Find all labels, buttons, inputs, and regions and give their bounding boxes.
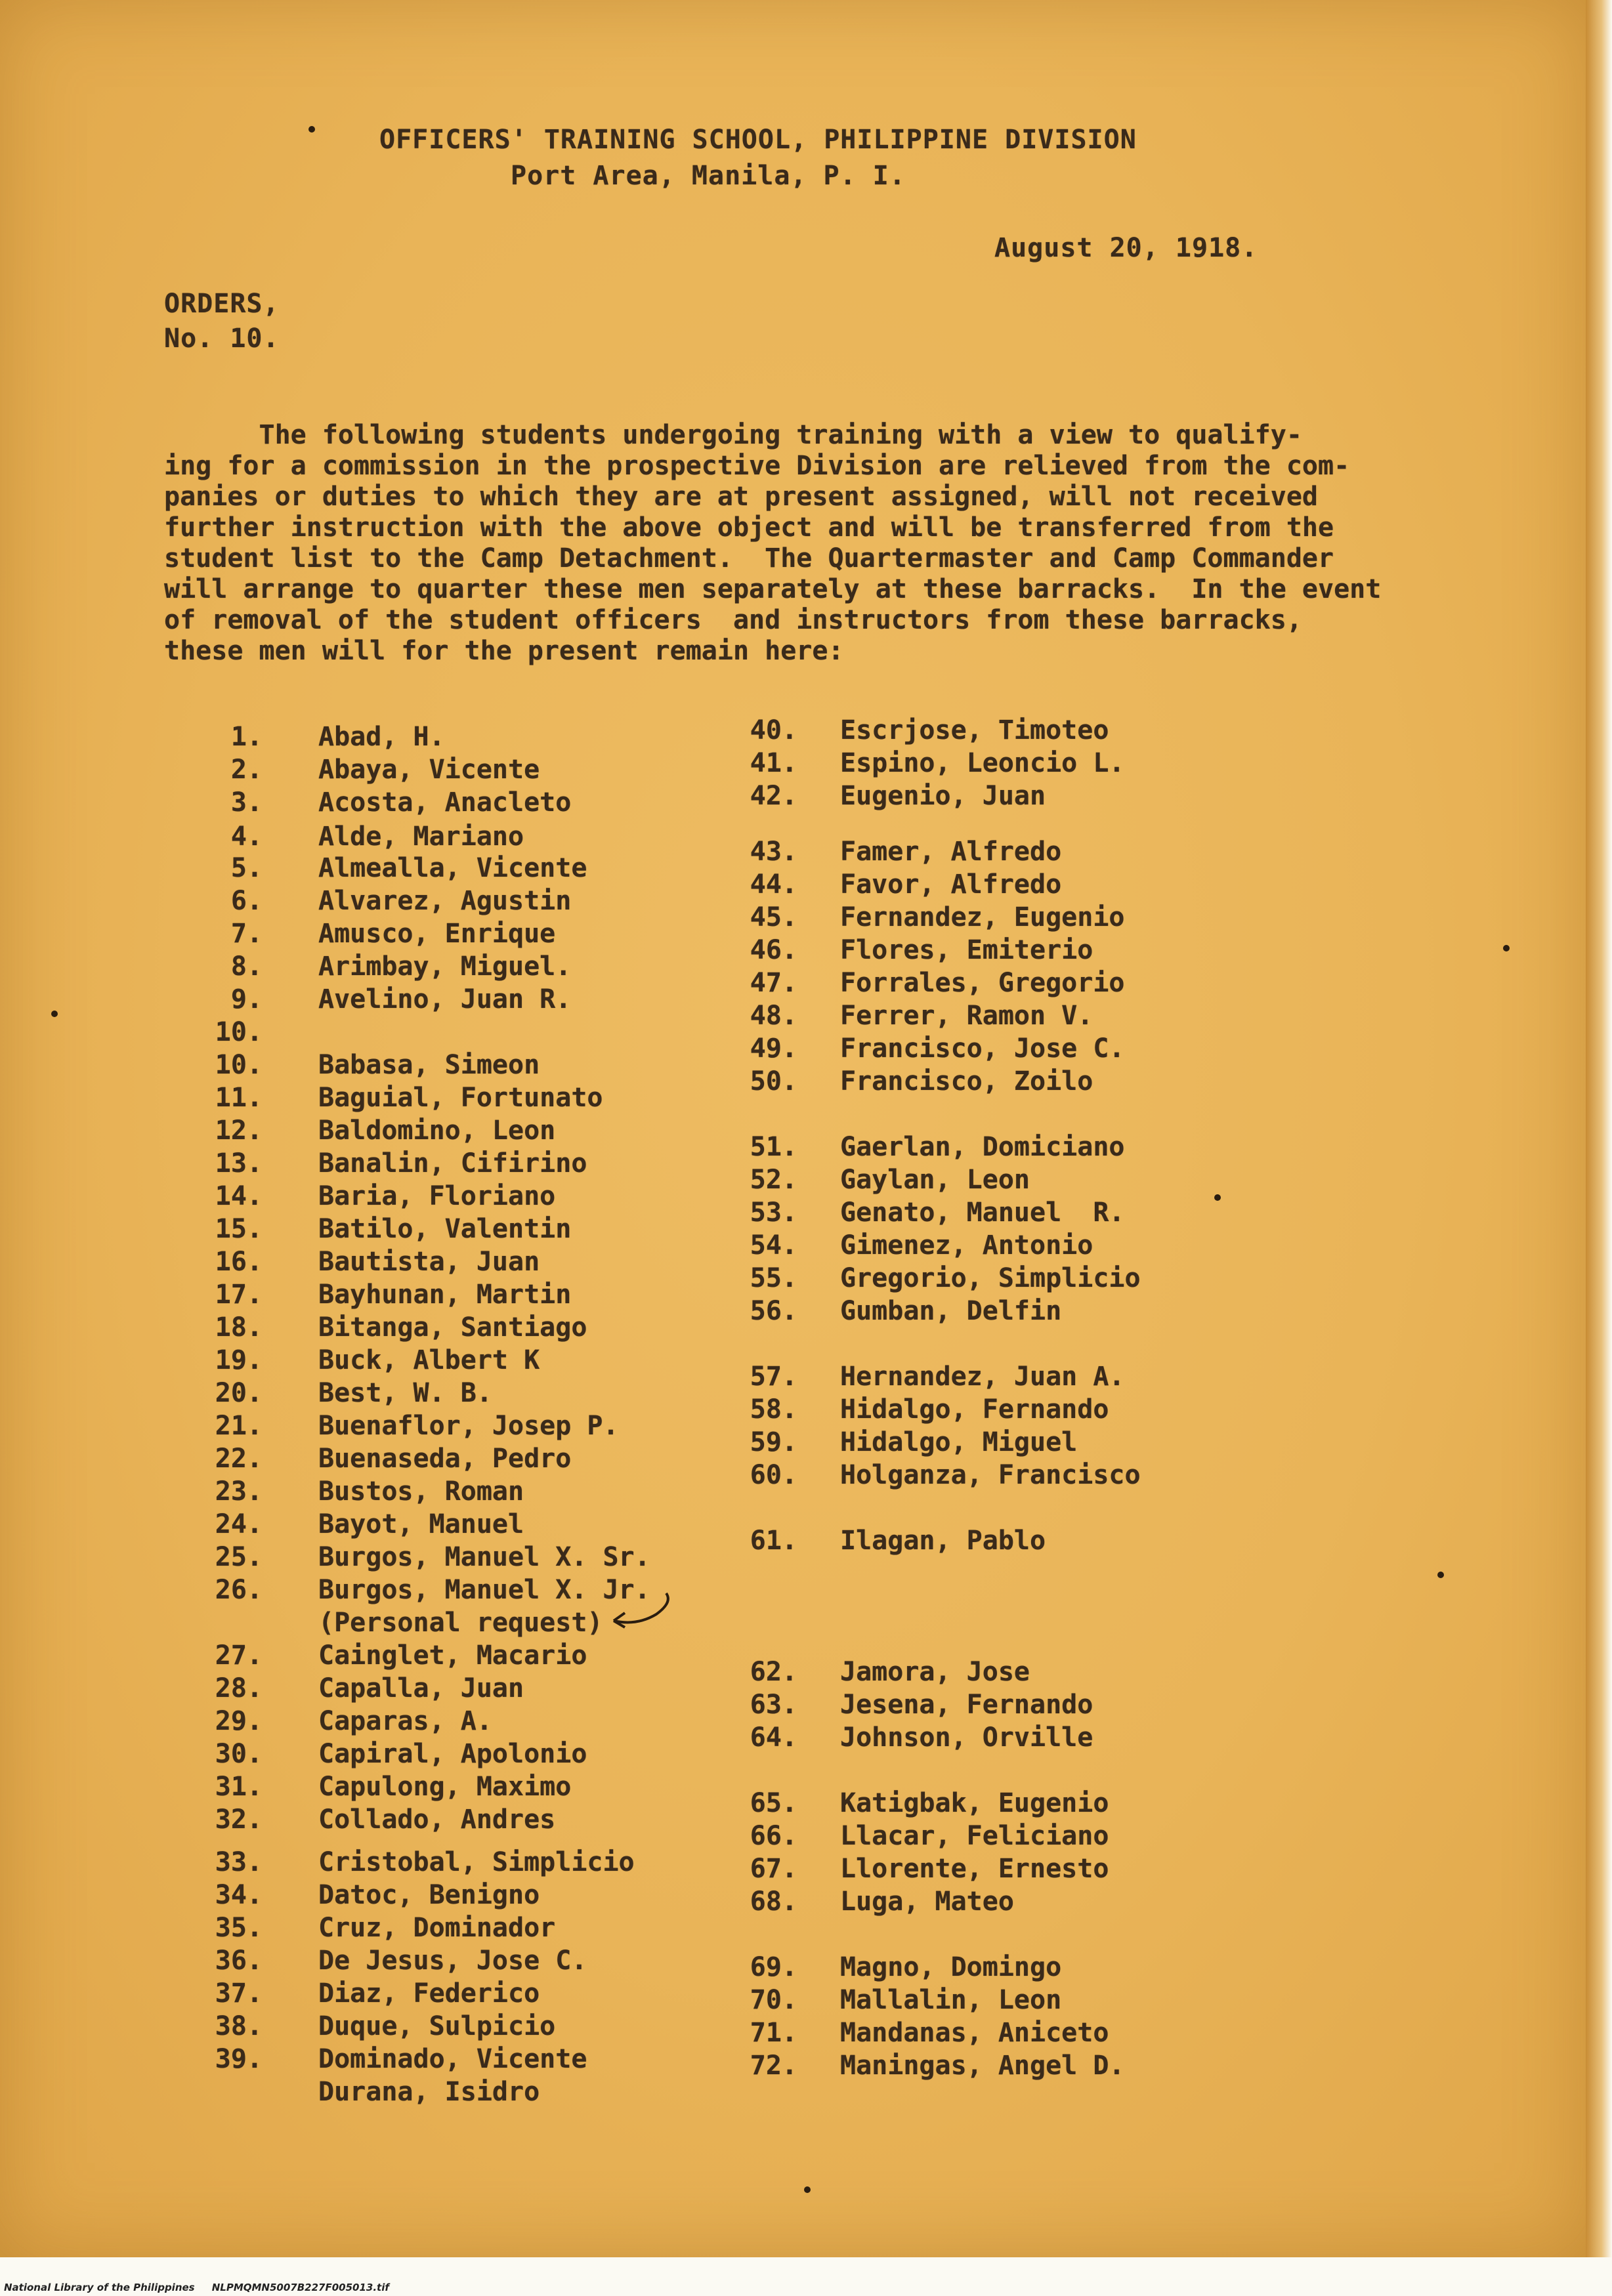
student-name: Babasa, Simeon [318, 1050, 540, 1080]
student-name: Gimenez, Antonio [840, 1230, 1093, 1261]
entry-number: 66. [750, 1821, 797, 1851]
entry-number: 63. [750, 1690, 797, 1720]
entry-number: 49. [750, 1033, 797, 1064]
entry-number: 23. [215, 1476, 263, 1507]
student-name: Diaz, Federico [318, 1978, 540, 2009]
student-name: Capulong, Maximo [318, 1772, 572, 1802]
student-name: Forrales, Gregorio [840, 968, 1125, 998]
entry-number: 59. [750, 1427, 797, 1457]
student-name: Almealla, Vicente [318, 853, 587, 883]
student-name: Buenaseda, Pedro [318, 1444, 572, 1474]
student-name: (Personal request) [318, 1608, 603, 1638]
entry-number: 69. [750, 1952, 797, 1982]
student-name: Gregorio, Simplicio [840, 1263, 1141, 1293]
student-name: Gaerlan, Domiciano [840, 1132, 1125, 1162]
entry-number: 46. [750, 935, 797, 965]
archive-footer: National Library of the Philippines NLPMQMN5007B227F005013.tif [4, 2282, 389, 2293]
student-name: Mallalin, Leon [840, 1985, 1062, 2015]
student-name: Francisco, Jose C. [840, 1033, 1125, 1064]
student-name: Mandanas, Aniceto [840, 2018, 1109, 2048]
entry-number: 61. [750, 1526, 797, 1556]
student-name: Magno, Domingo [840, 1952, 1062, 1982]
student-name: Jesena, Fernando [840, 1690, 1093, 1720]
entry-number: 29. [215, 1706, 263, 1736]
student-name: Maningas, Angel D. [840, 2051, 1125, 2081]
entry-number: 30. [215, 1739, 263, 1769]
paper-edge [1586, 0, 1612, 2257]
entry-number: 34. [215, 1880, 263, 1910]
entry-number: 64. [750, 1722, 797, 1753]
orders-number: No. 10. [164, 324, 280, 354]
entry-number: 37. [215, 1978, 263, 2009]
student-name: De Jesus, Jose C. [318, 1946, 587, 1976]
entry-number: 32. [215, 1805, 263, 1835]
entry-number: 2. [230, 755, 263, 785]
student-name: Collado, Andres [318, 1805, 556, 1835]
entry-number: 15. [215, 1214, 263, 1244]
entry-number: 45. [750, 902, 797, 932]
student-name: Buck, Albert K [318, 1345, 540, 1375]
entry-number: 13. [215, 1148, 263, 1179]
entry-number: 4. [230, 822, 263, 852]
student-name: Caparas, A. [318, 1706, 492, 1736]
student-name: Abaya, Vicente [318, 755, 540, 785]
student-name: Johnson, Orville [840, 1722, 1093, 1753]
student-name: Ferrer, Ramon V. [840, 1001, 1093, 1031]
entry-number: 53. [750, 1198, 797, 1228]
entry-number: 31. [215, 1772, 263, 1802]
entry-number: 33. [215, 1847, 263, 1877]
orders-paragraph [164, 420, 1444, 667]
ink-speck [1503, 945, 1510, 951]
entry-number: 42. [750, 781, 797, 811]
entry-number: 24. [215, 1509, 263, 1539]
student-name: Bustos, Roman [318, 1476, 524, 1507]
student-name: Bitanga, Santiago [318, 1312, 587, 1343]
student-name: Cruz, Dominador [318, 1913, 556, 1943]
paragraph-line: will arrange to quarter these men separately at these barracks. In the event [164, 574, 1382, 604]
student-name: Burgos, Manuel X. Sr. [318, 1542, 650, 1572]
entry-number: 47. [750, 968, 797, 998]
entry-number: 55. [750, 1263, 797, 1293]
student-name: Espino, Leoncio L. [840, 748, 1125, 778]
student-name: Hernandez, Juan A. [840, 1362, 1125, 1392]
student-name: Capalla, Juan [318, 1673, 524, 1703]
entry-number: 25. [215, 1542, 263, 1572]
student-name: Hidalgo, Miguel [840, 1427, 1078, 1457]
entry-number: 26. [215, 1575, 263, 1605]
entry-number: 36. [215, 1946, 263, 1976]
entry-number: 41. [750, 748, 797, 778]
ink-speck [51, 1011, 58, 1017]
entry-number: 5. [230, 853, 263, 883]
ink-speck [308, 126, 315, 133]
ink-speck [1214, 1194, 1221, 1201]
paragraph-line: student list to the Camp Detachment. The Quartermaster and Camp Commander [164, 543, 1334, 574]
paragraph-line: these men will for the present remain here: [164, 636, 844, 666]
student-name: Banalin, Cifirino [318, 1148, 587, 1179]
entry-number: 43. [750, 837, 797, 867]
student-name: Hidalgo, Fernando [840, 1394, 1109, 1425]
student-name: Buenaflor, Josep P. [318, 1411, 619, 1441]
entry-number: 51. [750, 1132, 797, 1162]
student-name: Bautista, Juan [318, 1247, 540, 1277]
student-name: Best, W. B. [318, 1378, 492, 1408]
student-name: Acosta, Anacleto [318, 787, 572, 818]
entry-number: 9. [230, 984, 263, 1014]
paragraph-line: ing for a commission in the prospective Division are relieved from the com- [164, 451, 1350, 481]
entry-number: 19. [215, 1345, 263, 1375]
student-name: Ilagan, Pablo [840, 1526, 1046, 1556]
student-name: Bayhunan, Martin [318, 1280, 572, 1310]
student-name: Batilo, Valentin [318, 1214, 572, 1244]
entry-number: 12. [215, 1116, 263, 1146]
entry-number: 71. [750, 2018, 797, 2048]
entry-number: 17. [215, 1280, 263, 1310]
student-name: Gumban, Delfin [840, 1296, 1062, 1326]
student-name: Capiral, Apolonio [318, 1739, 587, 1769]
student-name: Famer, Alfredo [840, 837, 1062, 867]
entry-number: 44. [750, 869, 797, 900]
entry-number: 52. [750, 1165, 797, 1195]
student-name: Dominado, Vicente [318, 2044, 587, 2074]
student-name: Amusco, Enrique [318, 919, 556, 949]
student-name: Luga, Mateo [840, 1887, 1014, 1917]
entry-number: 3. [230, 787, 263, 818]
student-name: Duque, Sulpicio [318, 2011, 556, 2041]
student-name: Jamora, Jose [840, 1657, 1030, 1687]
student-name: Katigbak, Eugenio [840, 1788, 1109, 1818]
entry-number: 11. [215, 1083, 263, 1113]
entry-number: 38. [215, 2011, 263, 2041]
entry-number: 60. [750, 1460, 797, 1490]
student-name: Abad, H. [318, 722, 445, 752]
entry-number: 22. [215, 1444, 263, 1474]
student-name: Baria, Floriano [318, 1181, 556, 1211]
ink-speck [804, 2186, 811, 2193]
school-location: Port Area, Manila, P. I. [511, 161, 906, 191]
entry-number: 68. [750, 1887, 797, 1917]
entry-number: 65. [750, 1788, 797, 1818]
student-name: Alde, Mariano [318, 822, 524, 852]
entry-number: 28. [215, 1673, 263, 1703]
entry-number: 48. [750, 1001, 797, 1031]
student-name: Bayot, Manuel [318, 1509, 524, 1539]
paragraph-line: of removal of the student officers and instructors from these barracks, [164, 605, 1302, 635]
entry-number: 39. [215, 2044, 263, 2074]
entry-number: 56. [750, 1296, 797, 1326]
student-name: Cainglet, Macario [318, 1640, 587, 1671]
entry-number: 57. [750, 1362, 797, 1392]
student-name: Eugenio, Juan [840, 781, 1046, 811]
school-heading: OFFICERS' TRAINING SCHOOL, PHILIPPINE DIVISION [379, 125, 1137, 155]
entry-number: 8. [230, 951, 263, 982]
student-name: Cristobal, Simplicio [318, 1847, 635, 1877]
student-name: Fernandez, Eugenio [840, 902, 1125, 932]
entry-number: 20. [215, 1378, 263, 1408]
entry-number: 62. [750, 1657, 797, 1687]
student-name: Llorente, Ernesto [840, 1854, 1109, 1884]
student-name: Gaylan, Leon [840, 1165, 1030, 1195]
student-name: Arimbay, Miguel. [318, 951, 572, 982]
student-name: Baldomino, Leon [318, 1116, 556, 1146]
entry-number: 1. [230, 722, 263, 752]
paragraph-line: panies or duties to which they are at present assigned, will not received [164, 482, 1318, 512]
ink-speck [1437, 1572, 1444, 1578]
entry-number: 6. [230, 886, 263, 916]
entry-number: 67. [750, 1854, 797, 1884]
order-date: August 20, 1918. [994, 233, 1258, 263]
student-name: Escrjose, Timoteo [840, 715, 1109, 745]
student-name: Francisco, Zoilo [840, 1066, 1093, 1096]
entry-number: 16. [215, 1247, 263, 1277]
student-name: Durana, Isidro [318, 2077, 540, 2107]
entry-number: 40. [750, 715, 797, 745]
orders-label: ORDERS, [164, 289, 280, 319]
entry-number: 10. [215, 1017, 263, 1047]
entry-number: 7. [230, 919, 263, 949]
student-name: Alvarez, Agustin [318, 886, 572, 916]
entry-number: 72. [750, 2051, 797, 2081]
entry-number: 27. [215, 1640, 263, 1671]
entry-number: 50. [750, 1066, 797, 1096]
student-name: Burgos, Manuel X. Jr. [318, 1575, 650, 1605]
student-name: Favor, Alfredo [840, 869, 1062, 900]
entry-number: 18. [215, 1312, 263, 1343]
student-name: Genato, Manuel R. [840, 1198, 1125, 1228]
paragraph-line: further instruction with the above object and will be transferred from the [164, 512, 1334, 543]
paragraph-line: The following students undergoing training with a view to qualify- [164, 420, 1302, 450]
entry-number: 54. [750, 1230, 797, 1261]
entry-number: 58. [750, 1394, 797, 1425]
student-name: Holganza, Francisco [840, 1460, 1141, 1490]
student-name: Avelino, Juan R. [318, 984, 572, 1014]
student-name: Datoc, Benigno [318, 1880, 540, 1910]
entry-number: 70. [750, 1985, 797, 2015]
entry-number: 14. [215, 1181, 263, 1211]
entry-number: 10. [215, 1050, 263, 1080]
student-name: Llacar, Feliciano [840, 1821, 1109, 1851]
student-name: Flores, Emiterio [840, 935, 1093, 965]
entry-number: 35. [215, 1913, 263, 1943]
student-name: Baguial, Fortunato [318, 1083, 603, 1113]
entry-number: 21. [215, 1411, 263, 1441]
